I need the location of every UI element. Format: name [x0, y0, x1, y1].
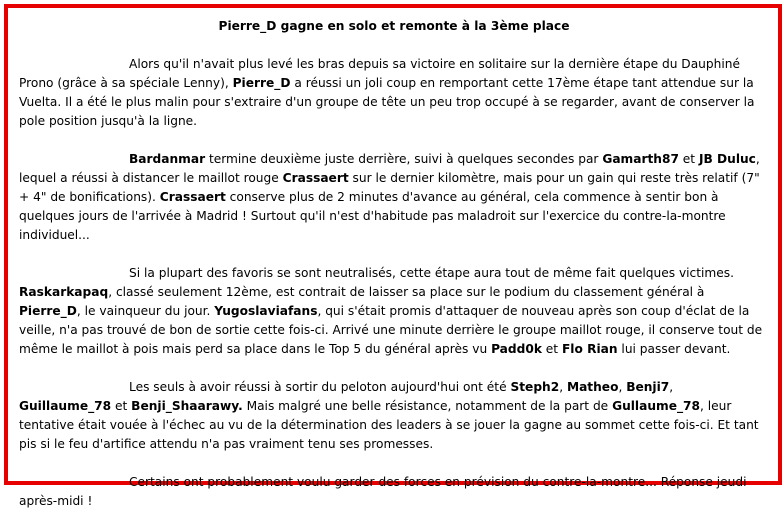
article-paragraph: [19, 378, 769, 454]
bold-name: Pierre_D: [232, 76, 291, 90]
text-run: lui passer devant.: [617, 342, 731, 356]
article-paragraph: [19, 150, 769, 245]
bold-name: Gullaume_78: [612, 399, 701, 413]
text-run: , lequel a réussi à distancer le maillot rouge: [19, 152, 760, 185]
text-run: et: [111, 399, 132, 413]
bold-name: Matheo: [566, 380, 619, 394]
article-body: [19, 17, 769, 511]
bold-name: Steph2: [510, 380, 560, 394]
text-run: a réussi un joli coup en remportant cette 17ème étape tant attendue sur la Vuelta. Il a été le plus malin pour s'extraire d'un groupe de tête un peu trop occupé à se regarder, avant de conserver la pole position jusqu'à la ligne.: [19, 76, 755, 128]
text-run: , classé seulement 12ème, est contrait de laisser sa place sur le podium du classement général à: [108, 285, 705, 299]
bold-name: Pierre_D: [19, 304, 77, 318]
bold-name: Benji7: [626, 380, 670, 394]
text-run: Alors qu'il n'avait plus levé les bras depuis sa victoire en solitaire sur la dernière étape du Dauphiné Prono (grâce à sa spéciale Lenny),: [19, 57, 740, 90]
text-run: termine deuxième juste derrière, suivi à quelques secondes par: [205, 152, 603, 166]
article-title: Pierre_D gagne en solo et remonte à la 3ème place: [218, 19, 570, 33]
bold-name: JB Duluc: [698, 152, 756, 166]
bold-name: Yugoslaviafans: [214, 304, 318, 318]
text-run: conserve plus de 2 minutes d'avance au général, cela commence à sentir bon à quelques jours de l'arrivée à Madrid ! Surtout qu'il n'est d'habitude pas maladroit sur l'exercice du contre-la-montre individuel...: [19, 190, 726, 242]
bold-name: Raskarkapaq: [19, 285, 109, 299]
text-run: Les seuls à avoir réussi à sortir du peloton aujourd'hui ont été: [129, 380, 511, 394]
text-run: ,: [559, 380, 567, 394]
text-run: Mais malgré une belle résistance, notamment de la part de: [242, 399, 613, 413]
text-run: Si la plupart des favoris se sont neutralisés, cette étape aura tout de même fait quelques victimes.: [129, 266, 735, 280]
text-run: ,: [669, 380, 674, 394]
bold-name: Flo Rian: [561, 342, 618, 356]
bold-name: Padd0k: [491, 342, 542, 356]
text-run: , le vainqueur du jour.: [76, 304, 215, 318]
text-run: , leur tentative était vouée à l'échec au vu de la détermination des leaders à se jouer la gagne au sommet cette fois-ci. Et tant pis si le feu d'artifice attendu n'a pas vraiment tenu ses promesses.: [19, 399, 759, 451]
article-paragraphs: [19, 55, 769, 511]
text-run: , qui s'était promis d'attaquer de nouveau après son coup d'éclat de la veille, n'a pas trouvé de bon de sortie cette fois-ci. Arrivé une minute derrière le groupe maillot rouge, il conserve tout de même le maillot à pois mais perd sa place dans le Top 5 du général après vu: [19, 304, 763, 356]
text-run: sur le dernier kilomètre, mais pour un gain qui reste très relatif (7" + 4" de bonifications).: [19, 171, 760, 204]
bold-name: Benji_Shaarawy.: [131, 399, 243, 413]
bold-name: Gamarth87: [602, 152, 679, 166]
bold-name: Guillaume_78: [19, 399, 112, 413]
article-paragraph: [19, 264, 769, 359]
text-run: et: [541, 342, 562, 356]
bold-name: Crassaert: [282, 171, 349, 185]
text-run: ,: [618, 380, 627, 394]
article-paragraph: [19, 55, 769, 131]
bold-name: Bardanmar: [129, 152, 206, 166]
bold-name: Crassaert: [159, 190, 226, 204]
article-frame: [4, 4, 782, 508]
text-run: et: [678, 152, 699, 166]
article-paragraph: [19, 473, 769, 511]
text-run: Certains ont probablement voulu garder des forces en prévision du contre-la-montre... Réponse jeudi après-midi !: [19, 475, 747, 508]
